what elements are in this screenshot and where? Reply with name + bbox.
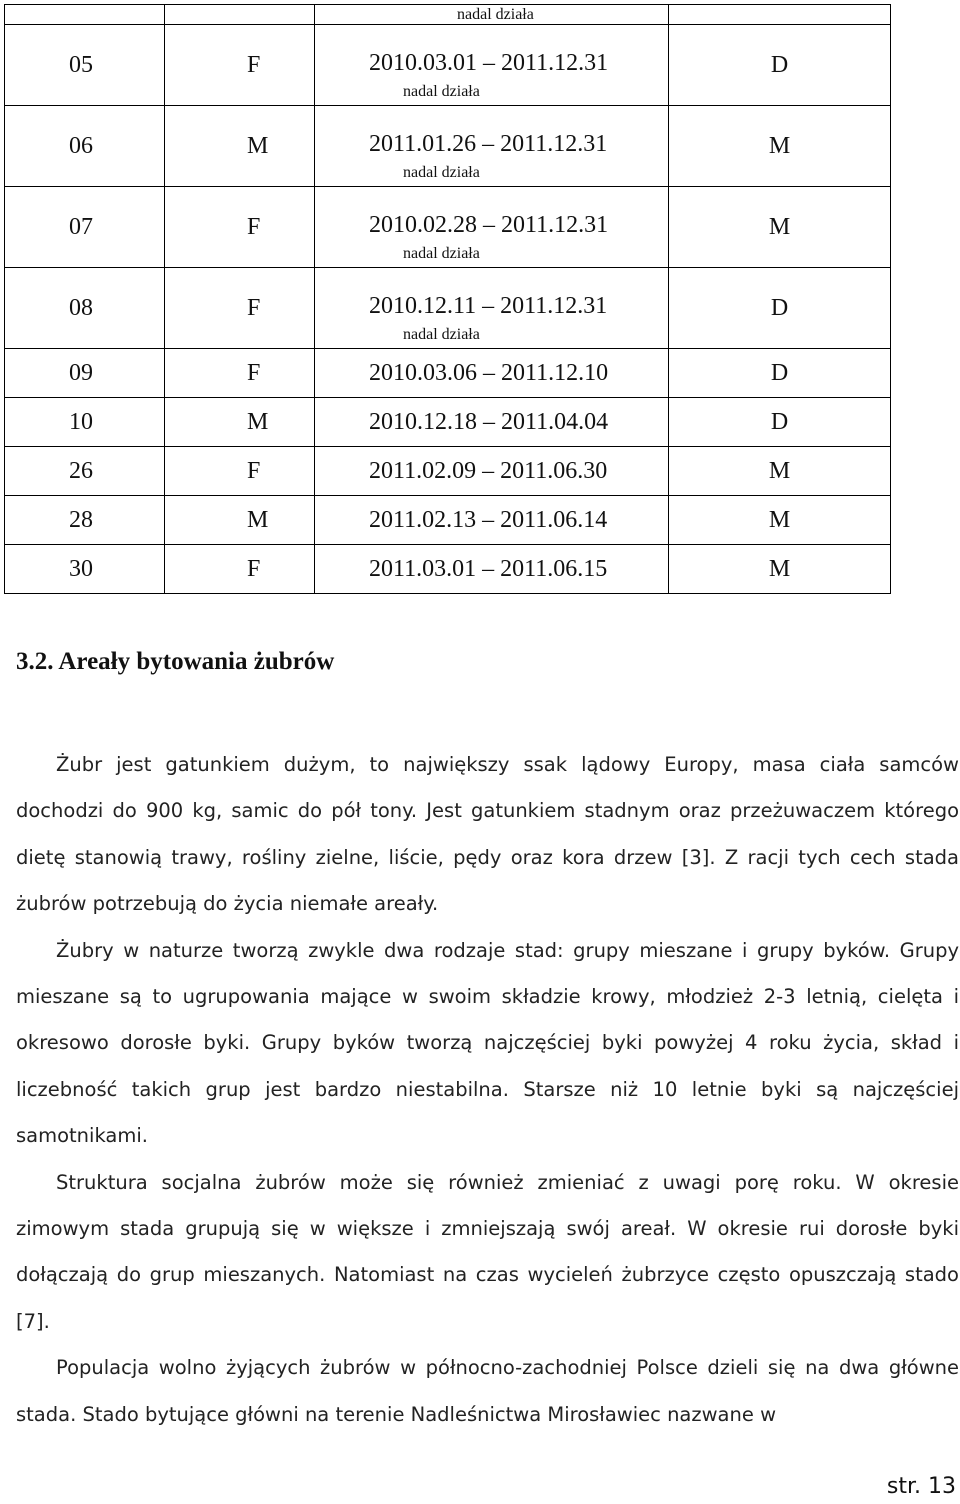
section-body bbox=[16, 742, 959, 1438]
animal-sex: F bbox=[165, 447, 315, 496]
date-range: 2011.03.01 – 2011.06.15 bbox=[315, 545, 669, 594]
habitat-status: M bbox=[669, 496, 891, 545]
paragraph: Struktura socjalna żubrów może się również zmieniać z uwagi porę roku. W okresie zimowym stada grupują się w większe i zmniejszają swój areał. W okresie rui dorosłe byki dołączają do grup mieszanych. Natomiast na czas wycieleń żubrzyce często opuszczają stado [7]. bbox=[16, 1170, 959, 1333]
animal-id: 07 bbox=[5, 187, 165, 268]
status-note: nadal działa bbox=[403, 83, 480, 100]
habitat-status: D bbox=[669, 25, 891, 106]
animal-id: 05 bbox=[5, 25, 165, 106]
date-range: 2011.02.13 – 2011.06.14 bbox=[315, 496, 669, 545]
table-row bbox=[5, 106, 891, 187]
animal-id: 10 bbox=[5, 398, 165, 447]
animal-sex: M bbox=[165, 106, 315, 187]
table-row bbox=[5, 398, 891, 447]
table-row bbox=[5, 496, 891, 545]
animal-sex: F bbox=[165, 187, 315, 268]
paragraph: Żubry w naturze tworzą zwykle dwa rodzaje stad: grupy mieszane i grupy byków. Grupy mieszane są to ugrupowania mające w swoim składzie krowy, młodzież 2-3 letnią, cielęta i okresowo dorosłe byki. Grupy byków tworzą najczęściej byki powyżej 4 roku życia, skład i liczebność takich grup jest bardzo niestabilna. Starsze niż 10 letnie byki są najczęściej samotnikami. bbox=[16, 938, 959, 1148]
date-range: 2010.03.01 – 2011.12.31 bbox=[369, 50, 609, 76]
date-range: 2011.02.09 – 2011.06.30 bbox=[315, 447, 669, 496]
section-heading: 3.2. Areały bytowania żubrów bbox=[16, 648, 335, 675]
animal-id: 09 bbox=[5, 349, 165, 398]
date-range: 2010.03.06 – 2011.12.10 bbox=[315, 349, 669, 398]
page-number: str. 13 bbox=[886, 1474, 956, 1499]
table-row bbox=[5, 25, 891, 106]
animal-id: 26 bbox=[5, 447, 165, 496]
animal-id: 06 bbox=[5, 106, 165, 187]
date-range: 2011.01.26 – 2011.12.31 bbox=[369, 131, 608, 157]
table-row bbox=[5, 5, 891, 25]
status-note: nadal działa bbox=[403, 326, 480, 343]
animal-id: 08 bbox=[5, 268, 165, 349]
paragraph: Populacja wolno żyjących żubrów w północno-zachodniej Polsce dzieli się na dwa główne stada. Stado bytujące główni na terenie Nadleśnictwa Mirosławiec nazwane w bbox=[16, 1356, 959, 1426]
habitat-status: M bbox=[669, 106, 891, 187]
table-row bbox=[5, 349, 891, 398]
animal-sex: F bbox=[165, 268, 315, 349]
paragraph: Żubr jest gatunkiem dużym, to największy ssak lądowy Europy, masa ciała samców dochodzi do 900 kg, samic do pół tony. Jest gatunkiem stadnym oraz przeżuwaczem którego dietę stanowią trawy, rośliny zielne, liście, pędy oraz kora drzew [3]. Z racji tych cech stada żubrów potrzebują do życia niemałe areały. bbox=[16, 753, 959, 916]
animal-sex: M bbox=[165, 496, 315, 545]
collar-data-table bbox=[4, 4, 891, 594]
habitat-status: D bbox=[669, 398, 891, 447]
table-row bbox=[5, 187, 891, 268]
habitat-status: D bbox=[669, 349, 891, 398]
habitat-status: M bbox=[669, 187, 891, 268]
animal-sex: M bbox=[165, 398, 315, 447]
animal-sex: F bbox=[165, 349, 315, 398]
date-range: 2010.12.18 – 2011.04.04 bbox=[315, 398, 669, 447]
status-note: nadal działa bbox=[403, 245, 480, 262]
habitat-status: M bbox=[669, 545, 891, 594]
animal-id: 28 bbox=[5, 496, 165, 545]
habitat-status: M bbox=[669, 447, 891, 496]
animal-sex: F bbox=[165, 545, 315, 594]
table-row bbox=[5, 447, 891, 496]
date-range: 2010.02.28 – 2011.12.31 bbox=[369, 212, 609, 238]
animal-id: 30 bbox=[5, 545, 165, 594]
table-row bbox=[5, 545, 891, 594]
table-row bbox=[5, 268, 891, 349]
animal-sex: F bbox=[165, 25, 315, 106]
status-note: nadal działa bbox=[403, 164, 480, 181]
date-range: 2010.12.11 – 2011.12.31 bbox=[369, 293, 608, 319]
status-note: nadal działa bbox=[457, 5, 534, 23]
habitat-status: D bbox=[669, 268, 891, 349]
